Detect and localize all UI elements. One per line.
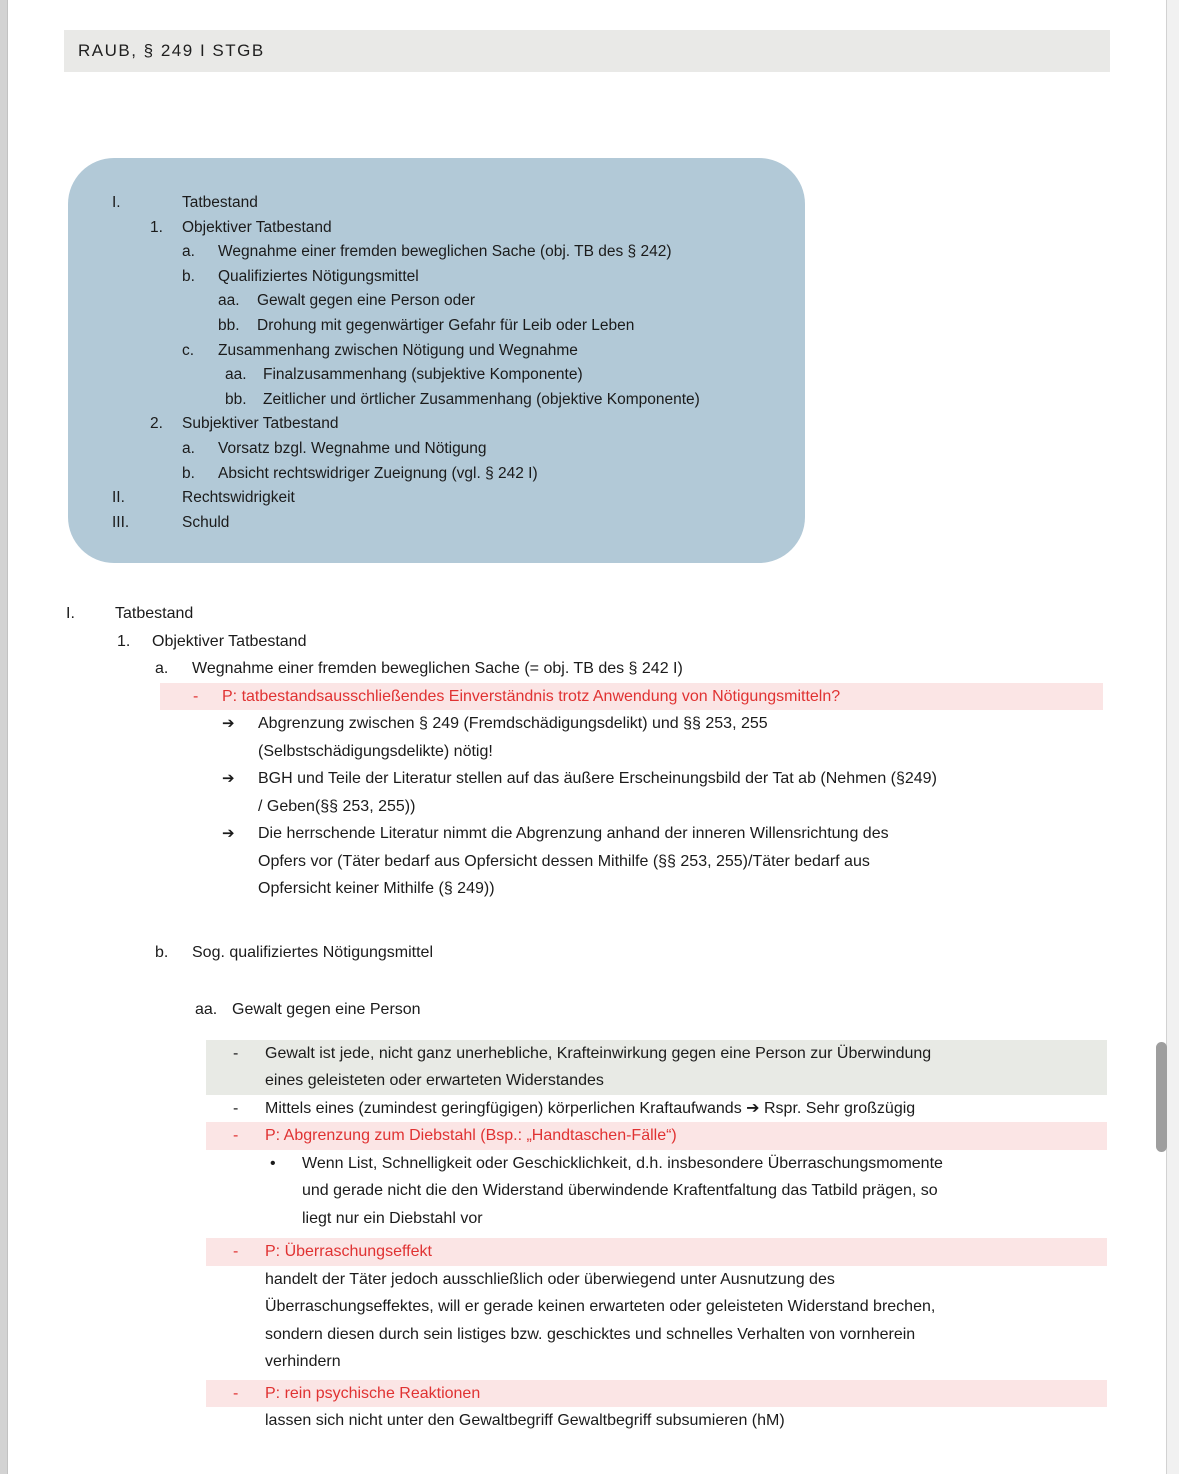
outline-row: [68, 437, 805, 462]
outline-row: [68, 265, 805, 290]
list-marker: aa.: [195, 1001, 218, 1018]
definition-row-highlighted: [206, 1040, 1107, 1095]
body-text: Die herrschende Literatur nimmt die Abgrenzung anhand der inneren Willensrichtung des Opfers vor (Täter bedarf aus Opfersicht dessen Mithilfe (§§ 253, 255)/Täter bedarf aus Opfersicht keiner Mithilfe (§ 249)): [258, 825, 889, 897]
body-row: [0, 600, 1179, 628]
outline-row: [68, 412, 805, 437]
body-text: Wenn List, Schnelligkeit oder Geschicklichkeit, d.h. insbesondere Überraschungsmomente und gerade nicht die den Widerstand überwindende Kraftentfaltung das Tatbild prägen, so liegt nur ein Diebstahl vor: [302, 1154, 943, 1227]
list-marker: 2.: [150, 415, 163, 433]
list-marker: II.: [112, 489, 125, 507]
body-text: Gewalt ist jede, nicht ganz unerhebliche, Krafteinwirkung gegen eine Person zur Überwindung eines geleisteten oder erwarteten Widerstandes: [265, 1044, 932, 1089]
body-row: [0, 939, 1179, 967]
list-marker: a.: [155, 660, 169, 677]
outline-text: Zeitlicher und örtlicher Zusammenhang (objektive Komponente): [263, 390, 700, 408]
list-marker: b.: [182, 267, 195, 285]
outline-row: [68, 388, 805, 413]
dash-marker: -: [193, 687, 199, 705]
outline-text: Drohung mit gegenwärtiger Gefahr für Leib oder Leben: [257, 316, 635, 334]
problem-text: P: Abgrenzung zum Diebstahl (Bsp.: „Handtaschen-Fälle“): [265, 1127, 677, 1144]
outline-row: [68, 339, 805, 364]
left-gutter: [0, 0, 8, 1474]
problem-text: P: Überraschungseffekt: [265, 1243, 432, 1260]
dash-marker: -: [233, 1243, 239, 1260]
outline-text: Finalzusammenhang (subjektive Komponente): [263, 366, 583, 384]
list-marker: I.: [112, 194, 121, 211]
body-text: Tatbestand: [115, 605, 194, 622]
list-marker: I.: [66, 605, 75, 622]
arrow-icon: ➔: [222, 715, 235, 732]
dash-marker: -: [233, 1044, 239, 1062]
outline-row: [68, 363, 805, 388]
body-text: Sog. qualifiziertes Nötigungsmittel: [192, 943, 434, 961]
outline-text: Gewalt gegen eine Person oder: [257, 292, 476, 310]
body-row: [0, 1150, 1179, 1233]
list-marker: b.: [182, 464, 195, 482]
document-title: RAUB, § 249 I STGB: [78, 41, 265, 60]
outline-row: [68, 486, 805, 511]
outline-text: Objektiver Tatbestand: [182, 218, 332, 236]
body-text: Abgrenzung zwischen § 249 (Fremdschädigungsdelikt) und §§ 253, 255 (Selbstschädigungsdelikte) nötig!: [258, 715, 768, 760]
dash-marker: -: [233, 1127, 239, 1144]
body-text: Gewalt gegen eine Person: [232, 1001, 421, 1018]
body-row: [0, 1095, 1179, 1123]
list-marker: a.: [182, 243, 195, 261]
body-row: [0, 765, 1179, 820]
body-row: [0, 710, 1179, 765]
outline-text: Schuld: [182, 513, 230, 531]
body-row: [0, 628, 1179, 656]
problem-row-highlighted: [206, 1238, 1107, 1266]
outline-row: [68, 511, 805, 536]
list-marker: aa.: [218, 292, 240, 310]
list-marker: bb.: [218, 316, 240, 334]
list-marker: b.: [155, 943, 169, 961]
dash-marker: -: [233, 1099, 239, 1117]
problem-row-highlighted: [160, 683, 1103, 711]
outline-row: [68, 191, 805, 216]
outline-row: [68, 314, 805, 339]
outline-text: Rechtswidrigkeit: [182, 489, 295, 507]
body-text: Mittels eines (zumindest geringfügigen) körperlichen Kraftaufwands ➔ Rspr. Sehr großzügig: [265, 1099, 916, 1117]
list-marker: a.: [182, 439, 195, 457]
list-marker: aa.: [225, 366, 247, 384]
problem-text: P: tatbestandsausschließendes Einverständnis trotz Anwendung von Nötigungsmitteln?: [222, 687, 841, 705]
problem-text: P: rein psychische Reaktionen: [265, 1384, 481, 1402]
list-marker: 1.: [117, 632, 131, 650]
body-text: BGH und Teile der Literatur stellen auf das äußere Erscheinungsbild der Tat ab (Nehmen (§249) / Geben(§§ 253, 255)): [258, 770, 937, 815]
bullet-icon: •: [270, 1154, 276, 1172]
outline-row: [68, 462, 805, 487]
body-row: [0, 1407, 1179, 1435]
outline-row: [68, 216, 805, 241]
problem-row-highlighted: [206, 1122, 1107, 1150]
body-row: [0, 1266, 1179, 1376]
outline-text: Qualifiziertes Nötigungsmittel: [218, 267, 419, 285]
problem-row-highlighted: [206, 1380, 1107, 1408]
outline-row: [68, 289, 805, 314]
list-marker: 1.: [150, 218, 163, 236]
scrollbar-thumb[interactable]: [1156, 1042, 1167, 1152]
scrollbar-track[interactable]: [1166, 0, 1179, 1474]
outline-text: Tatbestand: [182, 194, 258, 211]
body-text: Objektiver Tatbestand: [152, 632, 307, 650]
arrow-icon: ➔: [222, 825, 235, 842]
body-row: [0, 996, 1179, 1024]
document-title-bar: [64, 30, 1110, 72]
body-row: [0, 820, 1179, 903]
body-text: handelt der Täter jedoch ausschließlich oder überwiegend unter Ausnutzung des Überraschungseffektes, will er gerade keinen erwarteten oder geleisteten Widerstand brechen, sondern diesen durch sein listiges bzw. geschicktes und schnelles Verhalten von vornherein verhindern: [265, 1270, 936, 1370]
outline-text: Zusammenhang zwischen Nötigung und Wegnahme: [218, 341, 578, 359]
outline-row: [68, 240, 805, 265]
body-text: Wegnahme einer fremden beweglichen Sache (= obj. TB des § 242 I): [192, 660, 683, 677]
list-marker: bb.: [225, 390, 247, 408]
dash-marker: -: [233, 1384, 239, 1402]
document-body: [0, 600, 1179, 1435]
list-marker: III.: [112, 513, 130, 531]
outline-text: Absicht rechtswidriger Zueignung (vgl. § 242 I): [218, 464, 538, 482]
list-marker: c.: [182, 341, 195, 359]
outline-text: Subjektiver Tatbestand: [182, 415, 339, 433]
body-row: [0, 655, 1179, 683]
outline-text: Wegnahme einer fremden beweglichen Sache (obj. TB des § 242): [218, 243, 672, 261]
outline-text: Vorsatz bzgl. Wegnahme und Nötigung: [218, 439, 487, 457]
arrow-icon: ➔: [222, 770, 235, 787]
outline-box: [68, 158, 805, 563]
body-text: lassen sich nicht unter den Gewaltbegriff Gewaltbegriff subsumieren (hM): [265, 1412, 785, 1429]
